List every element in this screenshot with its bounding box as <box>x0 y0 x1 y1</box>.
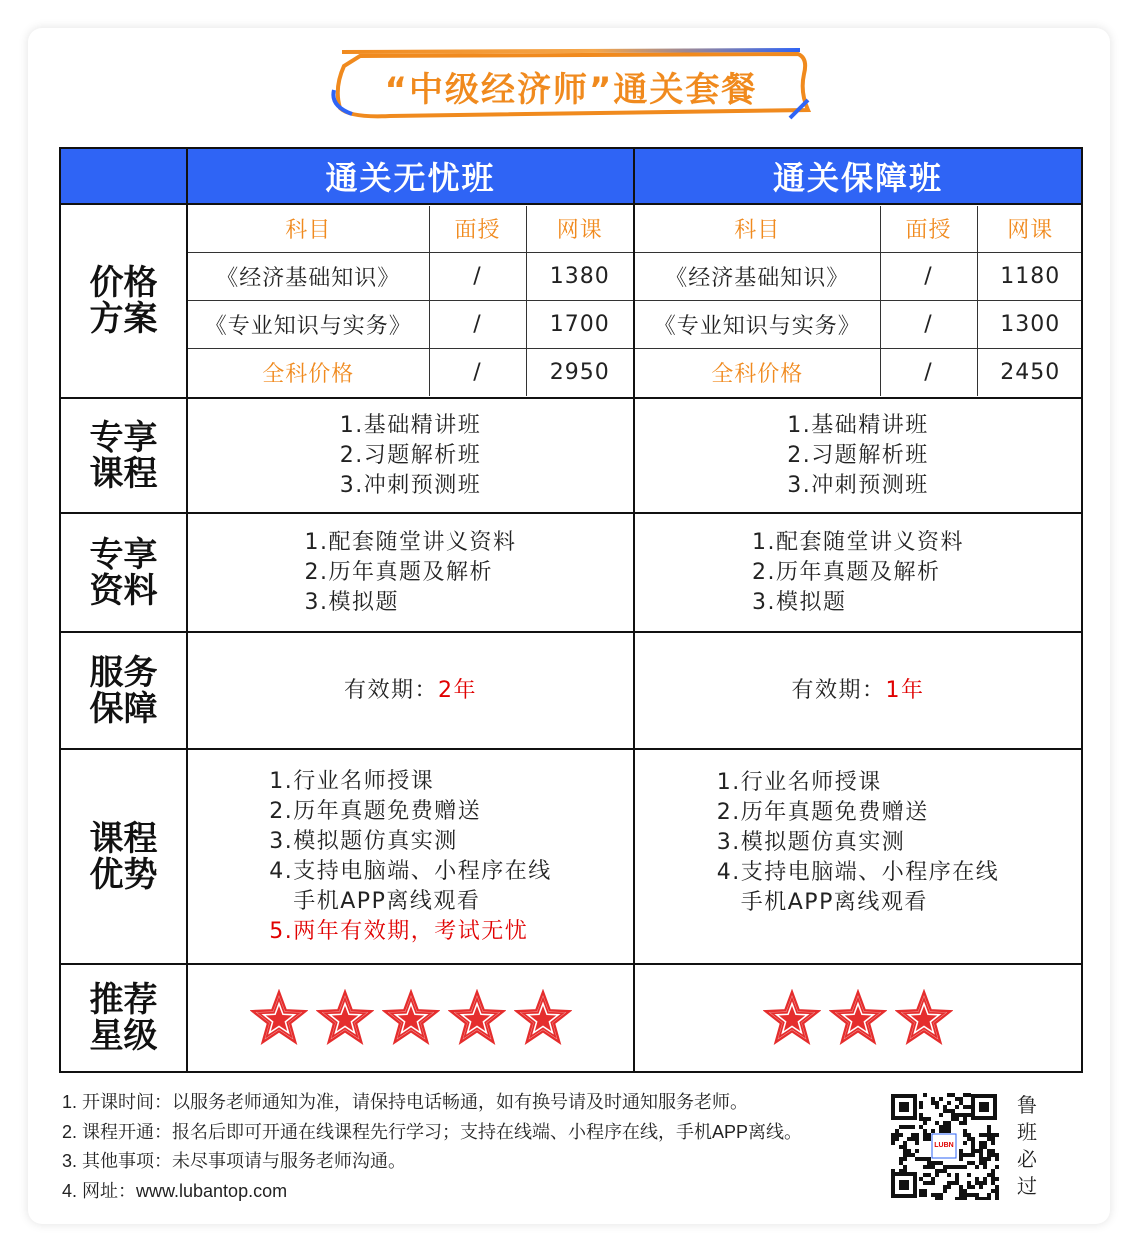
col-header-inperson: 面授 <box>429 206 526 252</box>
list-item: 1.行业名师授课 <box>269 768 435 794</box>
list-item: 3.模拟题 <box>752 589 847 615</box>
row-label-courses: 专享 课程 <box>60 398 187 513</box>
list-item: 2.习题解析班 <box>339 442 482 468</box>
validity-label: 有效期： <box>791 677 886 703</box>
star-icon <box>763 989 821 1047</box>
online-price: 1300 <box>977 300 1083 348</box>
inperson-price: / <box>429 300 526 348</box>
star-icon <box>895 989 953 1047</box>
slogan-vertical: 鲁 班 必 过 <box>1017 1093 1037 1198</box>
col-header-subject: 科目 <box>635 206 880 252</box>
col-header-online: 网课 <box>977 206 1083 252</box>
col-header-inperson: 面授 <box>880 206 977 252</box>
plan-b-rating <box>634 964 1082 1072</box>
list-item: 4.支持电脑端、小程序在线 <box>269 858 552 884</box>
list-item: 1.行业名师授课 <box>716 770 882 795</box>
footer-notes <box>62 1088 802 1206</box>
note-item: 4. 网址：www.lubantop.com <box>62 1180 288 1201</box>
online-price: 1700 <box>526 300 633 348</box>
list-item: 2.历年真题免费赠送 <box>269 798 482 824</box>
inperson-price: / <box>429 348 526 396</box>
plan-b-price-cell <box>634 204 1082 398</box>
row-label-materials: 专享 资料 <box>60 513 187 632</box>
pricing-table <box>59 147 1083 1073</box>
list-item: 1.基础精讲班 <box>787 412 929 438</box>
plan-a-materials <box>187 513 634 632</box>
plan-a-service <box>187 632 634 749</box>
list-item: 4.支持电脑端、小程序在线 <box>716 860 1000 885</box>
plan-b-advantages <box>634 749 1082 964</box>
plan-b-materials <box>634 513 1082 632</box>
subject-name: 《经济基础知识》 <box>635 252 880 300</box>
row-label-price: 价格 方案 <box>60 204 187 398</box>
plan-a-courses <box>187 398 634 513</box>
inperson-price: / <box>880 252 977 300</box>
list-item: 2.历年真题及解析 <box>752 559 941 585</box>
plan-a-header: 通关无忧班 <box>187 148 634 204</box>
row-label-rating: 推荐 星级 <box>60 964 187 1072</box>
total-price: 2450 <box>977 348 1083 396</box>
inperson-price: / <box>429 252 526 300</box>
star-icon <box>316 989 374 1047</box>
star-icon <box>250 989 308 1047</box>
total-price: 2950 <box>526 348 633 396</box>
plan-b-courses <box>634 398 1082 513</box>
note-item: 1. 开课时间：以服务老师通知为准，请保持电话畅通，如有换号请及时通知服务老师。 <box>62 1092 749 1112</box>
star-rating <box>188 989 633 1047</box>
subject-name: 《经济基础知识》 <box>188 252 429 300</box>
list-item: 手机APP离线观看 <box>293 888 481 914</box>
plan-b-header: 通关保障班 <box>634 148 1082 204</box>
col-header-online: 网课 <box>526 206 633 252</box>
plan-a-price-table <box>188 206 633 396</box>
validity-value: 1年 <box>885 677 925 703</box>
list-item: 1.基础精讲班 <box>339 412 482 438</box>
subject-name: 《专业知识与实务》 <box>188 300 429 348</box>
list-item: 3.模拟题仿真实测 <box>269 828 458 854</box>
title-badge <box>330 48 812 120</box>
plan-a-price-cell <box>187 204 634 398</box>
star-rating <box>635 989 1081 1047</box>
plan-a-advantages <box>187 749 634 964</box>
list-item: 手机APP离线观看 <box>740 890 928 915</box>
page-title: “中级经济师”通关套餐 <box>384 70 758 110</box>
qr-logo-text: LUBN <box>934 1142 954 1149</box>
list-item: 2.历年真题及解析 <box>304 559 493 585</box>
total-label: 全科价格 <box>188 348 429 396</box>
list-item: 1.配套随堂讲义资料 <box>304 529 517 555</box>
inperson-price: / <box>880 348 977 396</box>
list-item: 2.习题解析班 <box>787 442 929 468</box>
note-item: 3. 其他事项：未尽事项请与服务老师沟通。 <box>62 1151 407 1171</box>
star-icon <box>448 989 506 1047</box>
star-icon <box>382 989 440 1047</box>
list-item: 3.冲刺预测班 <box>339 472 482 498</box>
plan-b-price-table <box>635 206 1083 396</box>
plan-b-service <box>634 632 1082 749</box>
online-price: 1380 <box>526 252 633 300</box>
subject-name: 《专业知识与实务》 <box>635 300 880 348</box>
list-item: 2.历年真题免费赠送 <box>716 800 929 825</box>
note-item: 2. 课程开通：报名后即可开通在线课程先行学习；支持在线端、小程序在线，手机APP离线。 <box>62 1121 803 1142</box>
row-label-service: 服务 保障 <box>60 632 187 749</box>
col-header-subject: 科目 <box>188 206 429 252</box>
star-icon <box>829 989 887 1047</box>
validity-value: 2年 <box>438 677 477 703</box>
list-item: 3.模拟题仿真实测 <box>716 830 906 855</box>
total-label: 全科价格 <box>635 348 880 396</box>
plan-a-rating <box>187 964 634 1072</box>
qr-code <box>889 1092 999 1200</box>
list-item: 3.冲刺预测班 <box>787 472 929 498</box>
header-corner <box>60 148 187 204</box>
highlight-item: 5.两年有效期，考试无忧 <box>269 918 529 944</box>
online-price: 1180 <box>977 252 1083 300</box>
row-label-advantages: 课程 优势 <box>60 749 187 964</box>
star-icon <box>514 989 572 1047</box>
list-item: 3.模拟题 <box>304 589 399 615</box>
list-item: 1.配套随堂讲义资料 <box>752 529 964 555</box>
validity-label: 有效期： <box>343 677 438 703</box>
inperson-price: / <box>880 300 977 348</box>
